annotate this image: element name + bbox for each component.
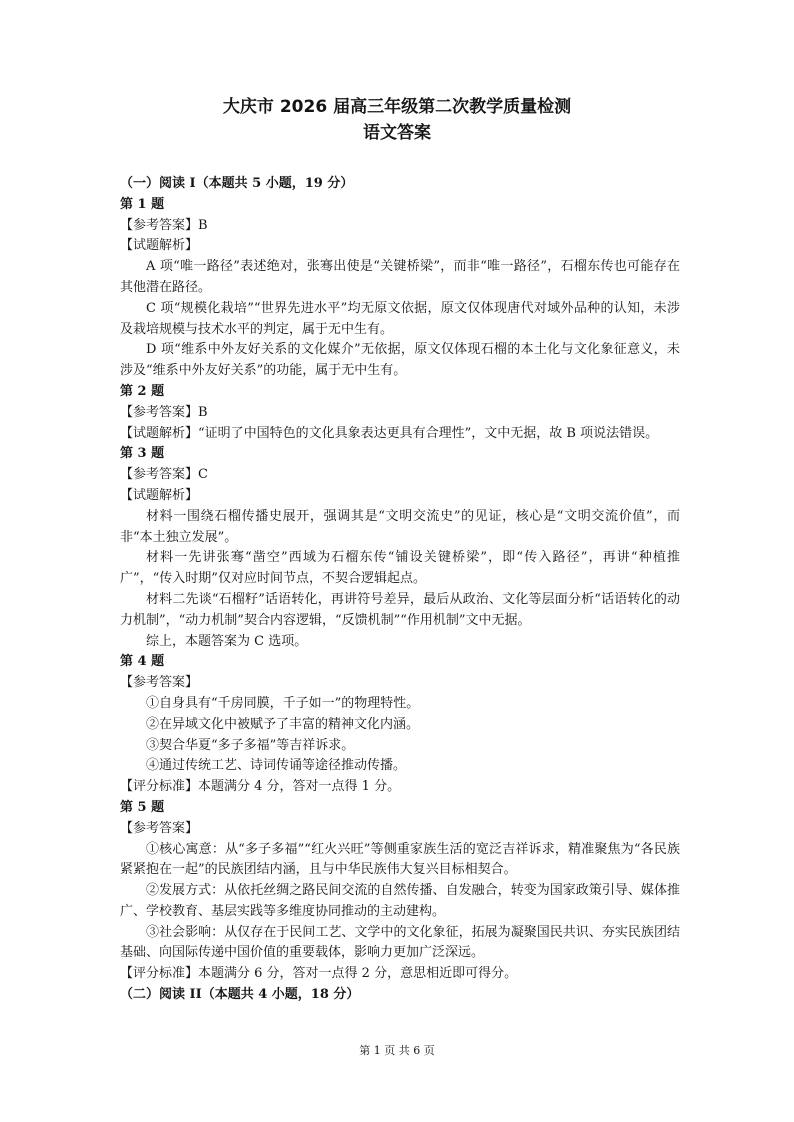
question-5-scoring: 【评分标准】本题满分 6 分，答对一点得 2 分，意思相近即可得分。 — [120, 966, 518, 982]
question-5-point-1: ①核心寓意：从“多子多福”“红火兴旺”等侧重家族生活的宽泛吉祥诉求，精准聚焦为“各民族紧紧抱在一起”的民族团结内涵，且与中华民族伟大复兴目标相契合。 — [120, 841, 680, 878]
question-2-analysis: 【试题解析】“证明了中国特色的文化具象表达更具有合理性”，文中无据，故 B 项说法错误。 — [120, 425, 659, 441]
question-4-heading: 第 4 题 — [120, 654, 165, 670]
section-heading-reading-2: （二）阅读 II（本题共 4 小题，18 分） — [120, 987, 360, 1003]
page-subtitle: 语文答案 — [363, 123, 431, 143]
question-1-analysis-label: 【试题解析】 — [120, 238, 199, 254]
question-4-point-2: ②在异域文化中被赋予了丰富的精神文化内涵。 — [146, 716, 420, 732]
question-2-answer: 【参考答案】B — [120, 404, 208, 420]
question-3-analysis-3: 材料二先谈“石榴籽”话语转化，再讲符号差异，最后从政治、文化等层面分析“话语转化的动力机制”，“动力机制”契合内容逻辑，“反馈机制”“作用机制”文中无据。 — [120, 591, 680, 628]
question-1-heading: 第 1 题 — [120, 196, 165, 212]
question-3-analysis-1: 材料一围绕石榴传播史展开，强调其是“文明交流史”的见证，核心是“文明交流价值”，而非“本土独立发展”。 — [120, 508, 680, 545]
question-5-heading: 第 5 题 — [120, 799, 165, 815]
question-3-conclusion: 综上，本题答案为 C 选项。 — [146, 633, 308, 649]
question-4-point-1: ①自身具有“千房同膜，千子如一”的物理特性。 — [146, 695, 420, 711]
section-heading-reading-1: （一）阅读 I（本题共 5 小题，19 分） — [120, 176, 354, 191]
question-5-answer-label: 【参考答案】 — [120, 820, 199, 836]
question-1-analysis-d: D 项“维系中外友好关系的文化媒介”无依据，原文仅体现石榴的本土化与文化象征意义，未涉及“维系中外友好关系”的功能，属于无中生有。 — [120, 342, 680, 379]
question-3-analysis-label: 【试题解析】 — [120, 487, 199, 503]
question-4-point-4: ④通过传统工艺、诗词传诵等途径推动传播。 — [146, 758, 407, 774]
question-3-analysis-2: 材料一先讲张骞“凿空”西域为石榴东传“铺设关键桥梁”，即“传入路径”，再讲“种植推广”，“传入时期”仅对应时间节点，不契合逻辑起点。 — [120, 550, 680, 587]
question-2-heading: 第 2 题 — [120, 383, 165, 399]
question-1-analysis-a: A 项“唯一路径”表述绝对，张骞出使是“关键桥梁”，而非“唯一路径”，石榴东传也可能存在其他潜在路径。 — [120, 259, 680, 295]
question-3-heading: 第 3 题 — [120, 446, 165, 462]
page-number: 第 1 页 共 6 页 — [359, 1044, 435, 1057]
question-1-answer: 【参考答案】B — [120, 217, 208, 233]
question-4-point-3: ③契合华夏“多子多福”等吉祥诉求。 — [146, 737, 355, 753]
answer-content — [120, 174, 680, 1006]
question-3-answer: 【参考答案】C — [120, 467, 208, 483]
question-5-point-3: ③社会影响：从仅存在于民间工艺、文学中的文化象征，拓展为凝聚国民共识、夯实民族团结基础、向国际传递中国价值的重要载体，影响力更加广泛深远。 — [120, 924, 680, 961]
question-5-point-2: ②发展方式：从依托丝绸之路民间交流的自然传播、自发融合，转变为国家政策引导、媒体推广、学校教育、基层实践等多维度协同推动的主动建构。 — [120, 883, 680, 919]
question-4-answer-label: 【参考答案】 — [120, 675, 199, 691]
page-title: 大庆市 2026 届高三年级第二次教学质量检测 — [222, 97, 572, 117]
question-1-analysis-c: C 项“规模化栽培”“世界先进水平”均无原文依据，原文仅体现唐代对域外品种的认知，未涉及栽培规模与技术水平的判定，属于无中生有。 — [120, 300, 680, 337]
question-4-scoring: 【评分标准】本题满分 4 分，答对一点得 1 分。 — [120, 779, 401, 795]
